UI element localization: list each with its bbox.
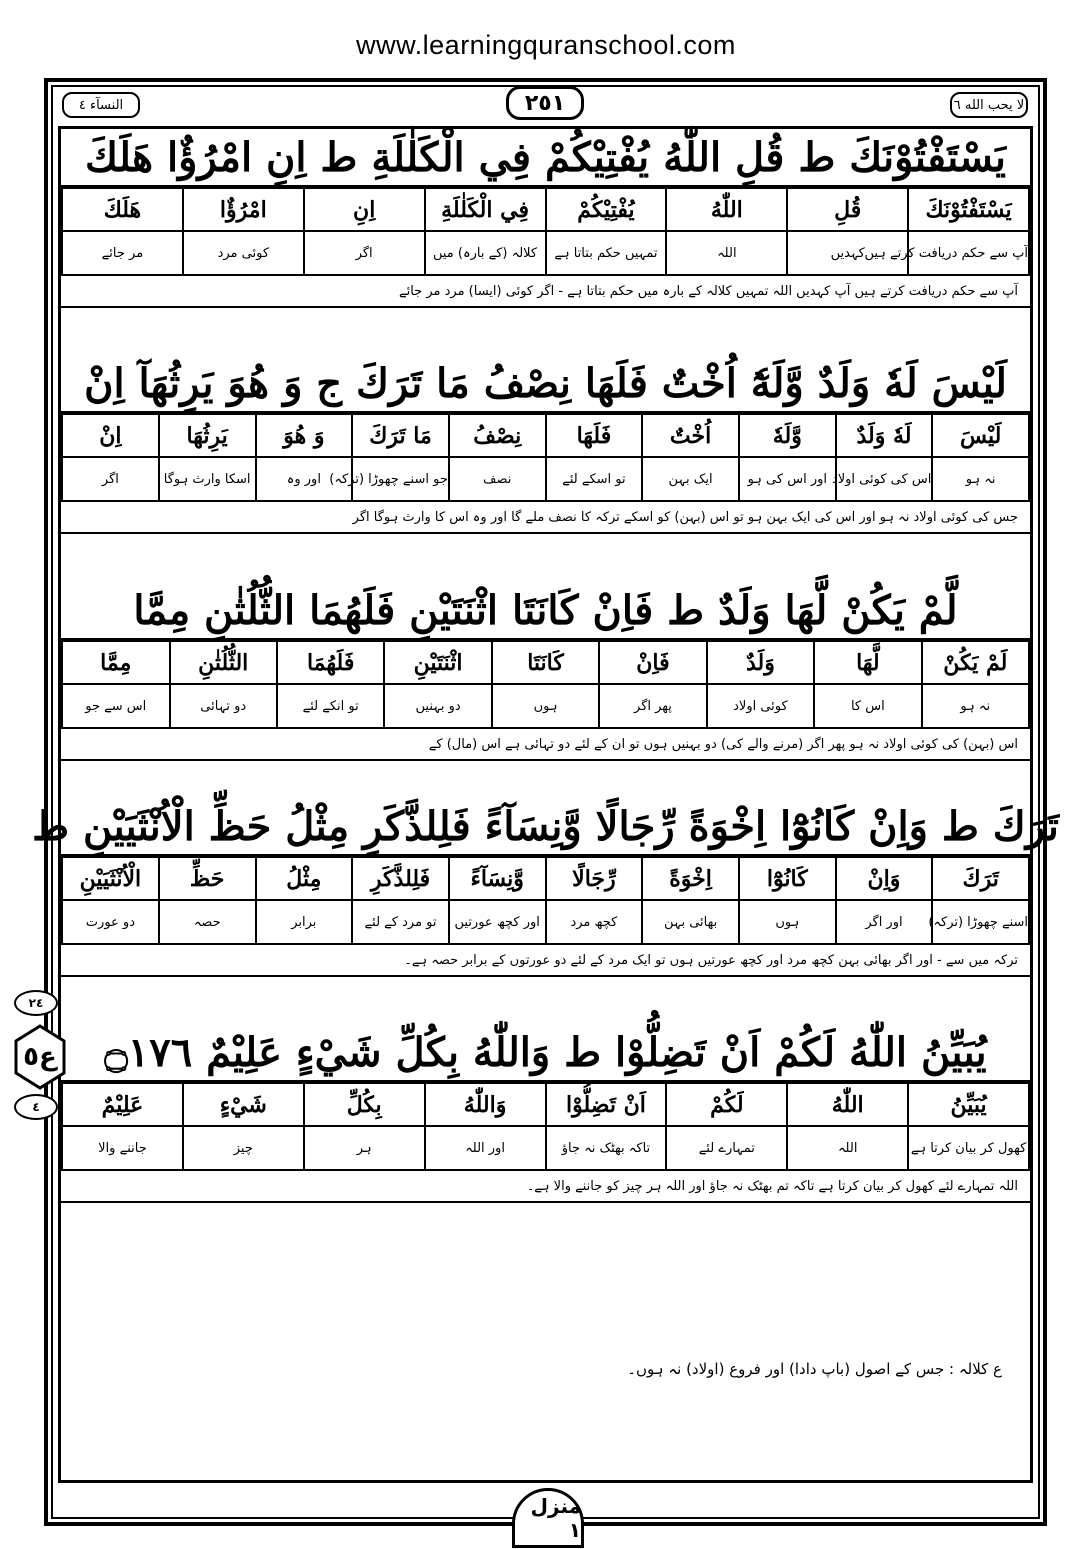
word-cell: كَانُوْٓا: [739, 857, 836, 900]
meaning-cell: اللہ: [787, 1126, 908, 1170]
word-cell: فَلَهُمَا: [277, 641, 384, 684]
word-cell: فَلَهَا: [546, 414, 643, 457]
meaning-cell: نصف: [449, 457, 546, 501]
word-cell: قُلِ: [787, 188, 908, 231]
word-cell: اثْنَتَيْنِ: [384, 641, 491, 684]
ruku-marker: [14, 1024, 66, 1090]
meaning-cell: تمہارے لئے: [666, 1126, 787, 1170]
meaning-cell: تو اسکے لئے: [546, 457, 643, 501]
word-cell: وَاِنْ: [836, 857, 933, 900]
word-cell: اللّٰهُ: [666, 188, 787, 231]
meaning-cell: ہر: [304, 1126, 425, 1170]
word-cell: اللّٰهُ: [787, 1083, 908, 1126]
urdu-translation-line: اللہ تمہارے لئے کھول کر بیان کرتا ہے تاکہ تم بھٹک نہ جاؤ اور اللہ ہر چیز کو جاننے والا ہے۔: [61, 1171, 1030, 1203]
word-cell: كَانَتَا: [492, 641, 599, 684]
meaning-cell: دو تہائی: [170, 684, 277, 728]
meaning-cell: اللہ: [666, 231, 787, 275]
meaning-cell: برابر: [256, 900, 353, 944]
meaning-cell: اس کی کوئی اولاد: [836, 457, 933, 501]
meaning-cell: تمہیں حکم بتاتا ہے: [546, 231, 667, 275]
ruku-count-top: ٢٤: [14, 990, 58, 1016]
meaning-cell: تاکہ بھٹک نہ جاؤ: [546, 1126, 667, 1170]
verse-section: [32, 798, 1059, 977]
verse-section: [61, 355, 1030, 534]
manzil-label: منزل ١: [512, 1488, 584, 1548]
word-cell: اِخْوَةً: [642, 857, 739, 900]
word-cell: وَلَدٌ: [707, 641, 814, 684]
meaning-cell: اس کا: [814, 684, 921, 728]
meaning-cell: چیز: [183, 1126, 304, 1170]
word-cell: عَلِيْمٌ: [62, 1083, 183, 1126]
word-cell: امْرُؤٌا: [183, 188, 304, 231]
meaning-cell: کوئی اولاد: [707, 684, 814, 728]
meaning-cell: کلالہ (کے بارہ) میں: [425, 231, 546, 275]
word-cell: مِمَّا: [62, 641, 170, 684]
word-cell: وَ هُوَ: [256, 414, 353, 457]
meaning-cell: تو انکے لئے: [277, 684, 384, 728]
footnote: ع کلالہ : جس کے اصول (باپ دادا) اور فروع (اولاد) نہ ہوں۔: [627, 1360, 1002, 1378]
word-cell: حَظِّ: [159, 857, 256, 900]
word-cell: يُفْتِيْكُمْ: [546, 188, 667, 231]
word-cell: لَهٗ وَلَدٌ: [836, 414, 933, 457]
verse-section: [61, 1024, 1030, 1203]
word-cell: لَّهَا: [814, 641, 921, 684]
word-cell: هَلَكَ: [62, 188, 183, 231]
ruku-marker-label: ع٥: [23, 1042, 57, 1072]
word-cell: لَيْسَ: [932, 414, 1029, 457]
urdu-translation-line: ترکہ میں سے - اور اگر بھائی بہن کچھ مرد اور کچھ عورتیں ہوں تو ایک مرد کے لئے دو عورتوں کے برابر حصہ ہے۔: [61, 945, 1030, 977]
meaning-cell: نہ ہو: [922, 684, 1029, 728]
meaning-cell: کھول کر بیان کرتا ہے: [908, 1126, 1029, 1170]
urdu-translation-line: اس (بہن) کی کوئی اولاد نہ ہو پھر اگر (مرنے والے کی) دو بہنیں ہوں تو ان کے لئے دو تہائی ہے اس (مال) کے: [61, 729, 1030, 761]
urdu-translation-line: آپ سے حکم دریافت کرتے ہیں آپ کہدیں اللہ تمہیں کلالہ کے بارہ میں حکم بتاتا ہے - اگر کوئی (ایسا) مرد مر جائے: [61, 276, 1030, 308]
word-cell: تَرَكَ: [932, 857, 1029, 900]
meaning-cell: اور اگر: [836, 900, 933, 944]
meaning-cell: اسنے چھوڑا (ترکہ): [932, 900, 1029, 944]
word-cell: فِي الْكَلٰلَةِ: [425, 188, 546, 231]
word-table: [61, 187, 1030, 276]
word-cell: مَا تَرَكَ: [352, 414, 449, 457]
meaning-cell: دو بہنیں: [384, 684, 491, 728]
word-cell: بِكُلِّ: [304, 1083, 425, 1126]
meaning-cell: کوئی مرد: [183, 231, 304, 275]
word-cell: يَرِثُهَا: [159, 414, 256, 457]
meaning-cell: اور کچھ عورتیں: [449, 900, 546, 944]
meaning-cell: اور وہ: [256, 457, 353, 501]
word-cell: اَنْ تَضِلُّوْا: [546, 1083, 667, 1126]
meaning-cell: نہ ہو: [932, 457, 1029, 501]
site-url[interactable]: www.learningquranschool.com: [356, 30, 736, 60]
meaning-cell: بھائی بہن: [642, 900, 739, 944]
word-cell: نِصْفُ: [449, 414, 546, 457]
verse-section: [61, 129, 1030, 308]
meaning-cell: جو اسنے چھوڑا (ترکہ): [352, 457, 449, 501]
arabic-verse-line: يُبَيِّنُ اللّٰهُ لَكُمْ اَنْ تَضِلُّوْا ط وَاللّٰهُ بِكُلِّ شَيْءٍ عَلِيْمٌ ۝١٧٦: [61, 1024, 1030, 1082]
meaning-cell: ایک بہن: [642, 457, 739, 501]
word-table: [61, 413, 1030, 502]
meaning-cell: اگر: [62, 457, 159, 501]
meaning-cell: اس سے جو: [62, 684, 170, 728]
meaning-cell: ہوں: [739, 900, 836, 944]
word-table: [61, 640, 1030, 729]
word-cell: مِثْلُ: [256, 857, 353, 900]
meaning-cell: اگر: [304, 231, 425, 275]
word-cell: يُبَيِّنُ: [908, 1083, 1029, 1126]
page-number: ٢٥١: [506, 86, 584, 120]
arabic-verse-line: تَرَكَ ط وَاِنْ كَانُوْٓا اِخْوَةً رِّجَالًا وَّنِسَآءً فَلِلذَّكَرِ مِثْلُ حَظِّ الْاُنْثَيَيْنِ ط: [61, 798, 1030, 856]
word-cell: اِنْ: [62, 414, 159, 457]
meaning-cell: جاننے والا: [62, 1126, 183, 1170]
meaning-cell: اسکا وارث ہوگا: [159, 457, 256, 501]
meaning-cell: کہدیں: [787, 231, 908, 275]
meaning-cell: دو عورت: [62, 900, 159, 944]
word-cell: الثُّلُثٰنِ: [170, 641, 277, 684]
word-cell: وَّلَهٗ: [739, 414, 836, 457]
meaning-cell: کچھ مرد: [546, 900, 643, 944]
word-cell: يَسْتَفْتُوْنَكَ: [908, 188, 1029, 231]
word-cell: لَكُمْ: [666, 1083, 787, 1126]
meaning-cell: مر جائے: [62, 231, 183, 275]
word-table: [61, 856, 1030, 945]
word-cell: الْاُنْثَيَيْنِ: [62, 857, 159, 900]
meaning-cell: پھر اگر: [599, 684, 706, 728]
word-cell: فَاِنْ: [599, 641, 706, 684]
arabic-verse-line: يَسْتَفْتُوْنَكَ ط قُلِ اللّٰهُ يُفْتِيْكُمْ فِي الْكَلٰلَةِ ط اِنِ امْرُؤٌا هَلَكَ: [61, 129, 1030, 187]
word-cell: اُخْتٌ: [642, 414, 739, 457]
meaning-cell: ہوں: [492, 684, 599, 728]
meaning-cell: حصہ: [159, 900, 256, 944]
urdu-translation-line: جس کی کوئی اولاد نہ ہو اور اس کی ایک بہن ہو تو اس (بہن) کو اسکے ترکہ کا نصف ملے گا اور وہ اس کا وارث ہوگا اگر: [61, 502, 1030, 534]
arabic-verse-line: لَيْسَ لَهٗ وَلَدٌ وَّلَهٗٓ اُخْتٌ فَلَهَا نِصْفُ مَا تَرَكَ ج وَ هُوَ يَرِثُهَآ اِنْ: [61, 355, 1030, 413]
arabic-verse-line: لَّمْ يَكُنْ لَّهَا وَلَدٌ ط فَاِنْ كَانَتَا اثْنَتَيْنِ فَلَهُمَا الثُّلُثٰنِ مِمَّا: [61, 582, 1030, 640]
word-cell: اِنِ: [304, 188, 425, 231]
word-cell: رِّجَالًا: [546, 857, 643, 900]
verse-section: [61, 582, 1030, 761]
juz-name-label: لا يحب الله ٦: [950, 92, 1028, 118]
word-cell: فَلِلذَّكَرِ: [352, 857, 449, 900]
word-table: [61, 1082, 1030, 1171]
meaning-cell: اور اللہ: [425, 1126, 546, 1170]
word-cell: شَيْءٍ: [183, 1083, 304, 1126]
word-cell: لَمْ يَكُنْ: [922, 641, 1029, 684]
word-cell: وَّنِسَآءً: [449, 857, 546, 900]
surah-name-label: النسآء ٤: [62, 92, 140, 118]
meaning-cell: آپ سے حکم دریافت کرتے ہیں: [908, 231, 1029, 275]
ruku-count-bottom: ٤: [14, 1094, 58, 1120]
meaning-cell: اور اس کی ہو: [739, 457, 836, 501]
meaning-cell: تو مرد کے لئے: [352, 900, 449, 944]
word-cell: وَاللّٰهُ: [425, 1083, 546, 1126]
